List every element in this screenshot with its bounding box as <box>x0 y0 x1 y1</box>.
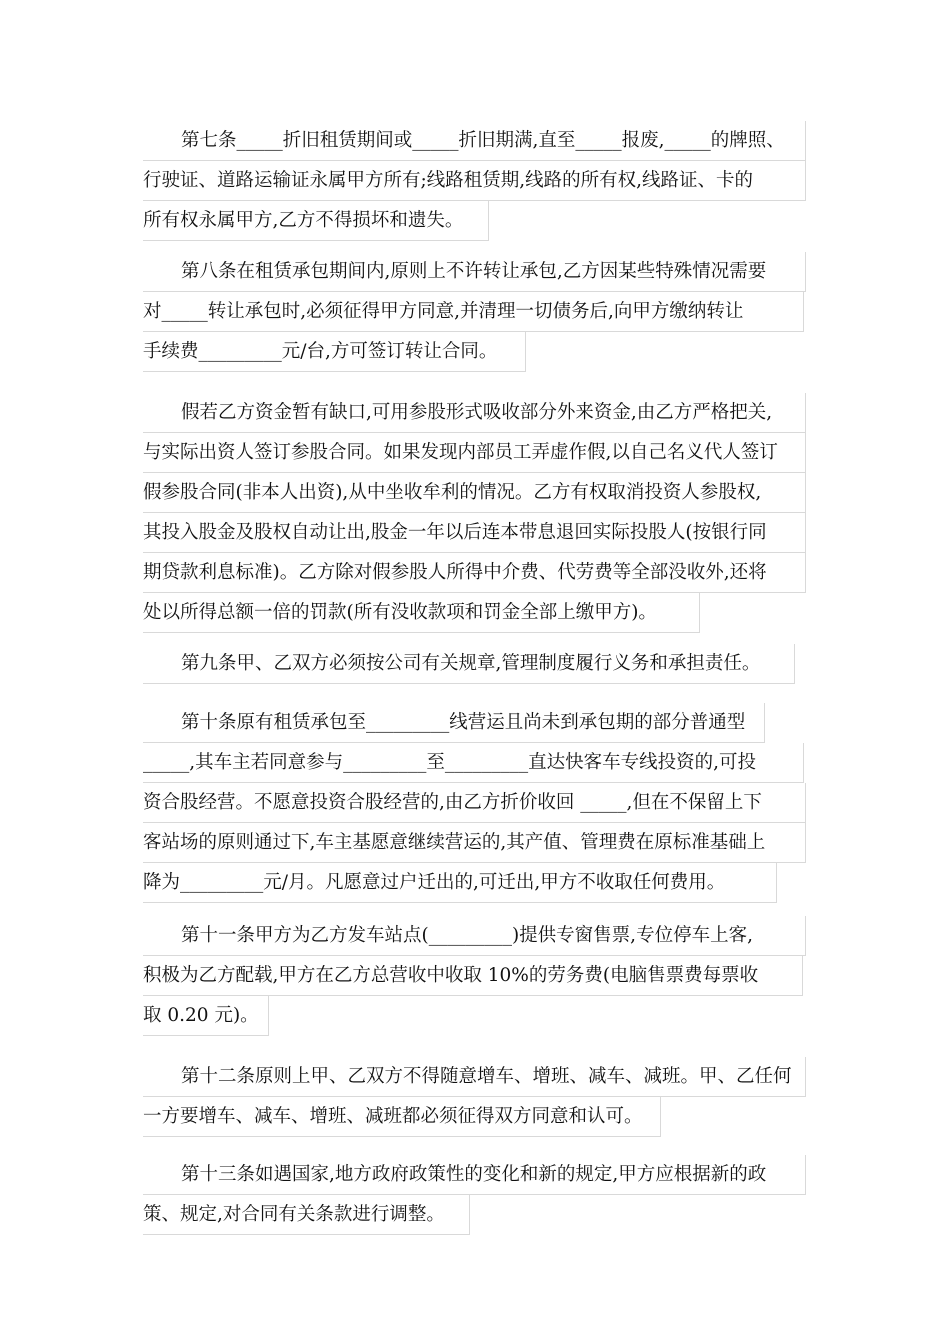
paragraph-line: 第九条甲、乙双方必须按公司有关规章,管理制度履行义务和承担责任。 <box>143 644 795 684</box>
paragraph-line: 一方要增车、减车、增班、减班都必须征得双方同意和认可。 <box>143 1097 661 1137</box>
article-12-paragraph <box>143 1057 806 1137</box>
paragraph-line: 行驶证、道路运输证永属甲方所有;线路租赁期,线路的所有权,线路证、卡的 <box>143 161 806 201</box>
shareholding-clause-paragraph <box>143 393 806 633</box>
paragraph-line: 假参股合同(非本人出资),从中坐收牟利的情况。乙方有权取消投资人参股权, <box>143 473 806 513</box>
article-8-paragraph <box>143 252 806 372</box>
article-10-paragraph <box>143 703 806 903</box>
paragraph-line: 资合股经营。不愿意投资合股经营的,由乙方折价收回 _____,但在不保留上下 <box>143 783 806 823</box>
paragraph-line: 策、规定,对合同有关条款进行调整。 <box>143 1195 470 1235</box>
paragraph-line: 所有权永属甲方,乙方不得损坏和遗失。 <box>143 201 489 241</box>
article-13-paragraph <box>143 1155 806 1235</box>
paragraph-line: 第七条_____折旧租赁期间或_____折旧期满,直至_____报废,_____的牌照、 <box>143 121 806 161</box>
article-9-paragraph <box>143 644 795 684</box>
paragraph-line: 期贷款利息标准)。乙方除对假参股人所得中介费、代劳费等全部没收外,还将 <box>143 553 806 593</box>
paragraph-line: 积极为乙方配载,甲方在乙方总营收中收取 10%的劳务费(电脑售票费每票收 <box>143 956 803 996</box>
paragraph-line: 与实际出资人签订参股合同。如果发现内部员工弄虚作假,以自己名义代人签订 <box>143 433 806 473</box>
paragraph-line: 第十一条甲方为乙方发车站点(_________)提供专窗售票,专位停车上客, <box>143 916 806 956</box>
paragraph-line: 假若乙方资金暂有缺口,可用参股形式吸收部分外来资金,由乙方严格把关, <box>143 393 806 433</box>
paragraph-line: 第十条原有租赁承包至_________线营运且尚未到承包期的部分普通型 <box>143 703 765 743</box>
paragraph-line: 第十三条如遇国家,地方政府政策性的变化和新的规定,甲方应根据新的政 <box>143 1155 806 1195</box>
paragraph-line: 手续费_________元/台,方可签订转让合同。 <box>143 332 526 372</box>
paragraph-line: 第八条在租赁承包期间内,原则上不许转让承包,乙方因某些特殊情况需要 <box>143 252 806 292</box>
article-7-paragraph <box>143 121 806 241</box>
paragraph-line: 客站场的原则通过下,车主基愿意继续营运的,其产值、管理费在原标准基础上 <box>143 823 806 863</box>
paragraph-line: 取 0.20 元)。 <box>143 996 269 1036</box>
article-11-paragraph <box>143 916 806 1036</box>
paragraph-line: 第十二条原则上甲、乙双方不得随意增车、增班、减车、减班。甲、乙任何 <box>143 1057 806 1097</box>
paragraph-line: 降为_________元/月。凡愿意过户迁出的,可迁出,甲方不收取任何费用。 <box>143 863 777 903</box>
paragraph-line: 处以所得总额一倍的罚款(所有没收款项和罚金全部上缴甲方)。 <box>143 593 700 633</box>
paragraph-line: 其投入股金及股权自动让出,股金一年以后连本带息退回实际投股人(按银行同 <box>143 513 806 553</box>
paragraph-line: _____,其车主若同意参与_________至_________直达快客车专线投资的,可投 <box>143 743 804 783</box>
paragraph-line: 对_____转让承包时,必须征得甲方同意,并清理一切债务后,向甲方缴纳转让 <box>143 292 804 332</box>
